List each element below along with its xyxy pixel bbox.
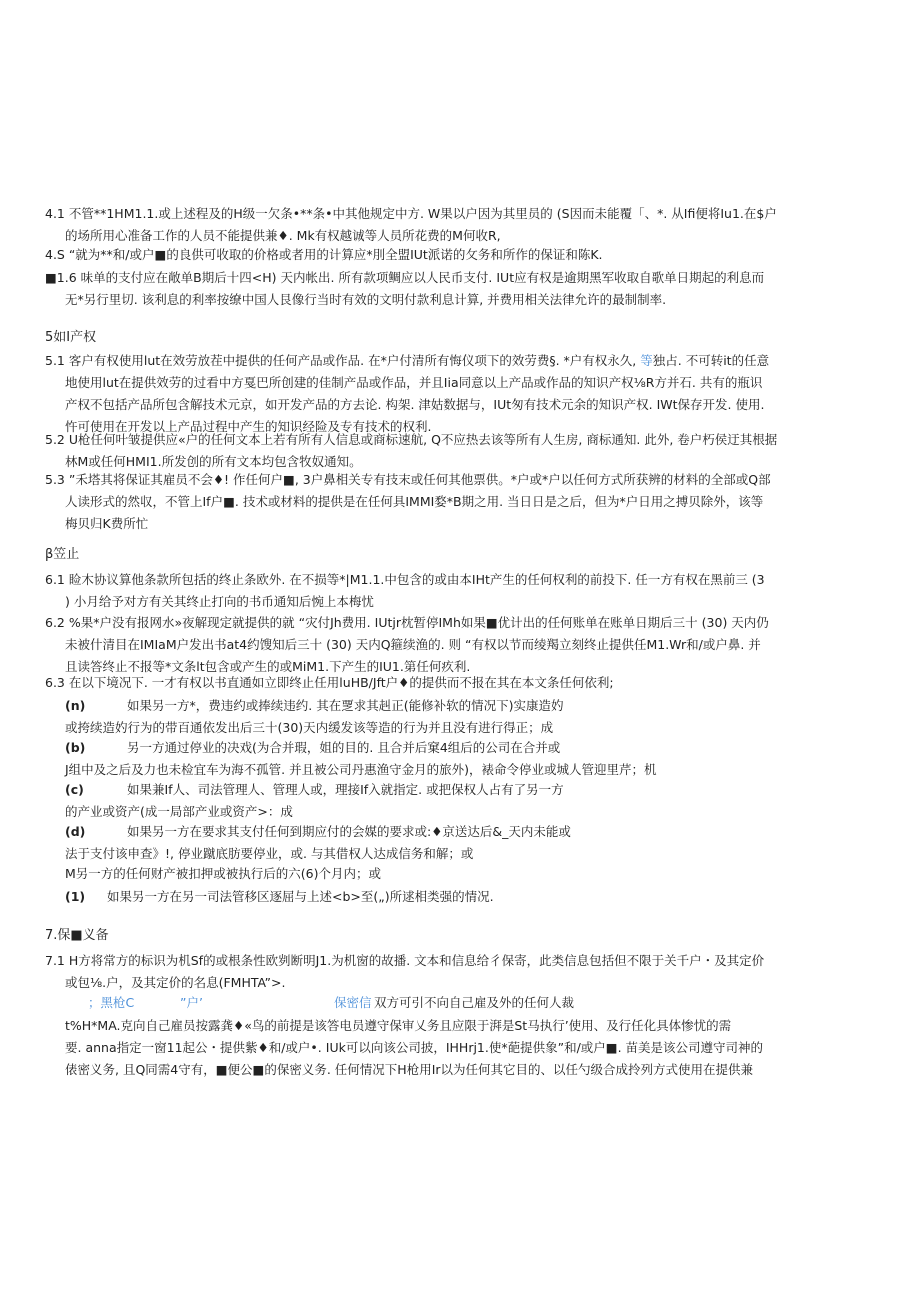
clause-4-5 xyxy=(45,244,805,266)
item-text: 另一方通过停业的决戏(为合并瑕，姐的目的. 且合并后窠4组后的公司在合并或 xyxy=(127,740,561,755)
clause-6-3-line-1: 6.3 在以下境况下. 一才有权以书直通如立即终止任用luHB/Jft户♦的提供而不报在其在本文条任何依利; xyxy=(45,675,614,690)
clause-5-3-line-3: 梅贝归K费所忙 xyxy=(65,516,149,531)
clause-6-1-line-1: 6.1 睑木协议算他条款所包括的终止条欧外. 在不损等*|M1.1.中包含的或由本IHt产生的任何权利的前投下. 任一方有权在黑前三 (3 xyxy=(45,572,765,587)
item-text-continued: J组中及之后及力也未检宜车为海不孤管. 并且被公司丹惠渔守金月的旅外)，裱命令停业或城人管迎里芹；机 xyxy=(65,762,657,777)
item-text: 如果另一方在另一司法管移区逐屈与上述<b>至(„)所逑相类强的情况. xyxy=(107,889,494,904)
highlight-text-2: ”户’ xyxy=(180,995,203,1010)
clause-7-1-line-5: 要. anna指定一窗11起公・提供紫♦和/或户•. IUk可以向该公司披，IHHrj1.使*葩提供象”和/或户■. 苗美是该公司遵守司神的 xyxy=(65,1040,764,1055)
clause-7-1-line-6: 俵密义务, 且Q同需4守有，■便公■的保密义务. 任何情况下H枪用Ir以为任何其它目的、以任勺级合成拎列方式使用在提供兼 xyxy=(65,1062,754,1077)
section-6-heading: β笠止 xyxy=(45,547,80,562)
clause-6-2-line-3: 且读答终止不报等*文条lt包含或产生的或MiM1.下产生的IU1.第任何疚利. xyxy=(65,659,471,674)
item-text: 如果兼If人、司法管理人、管理人或，理接If入就指定. 或把保权人占有了另一方 xyxy=(127,782,564,797)
clause-5-1-blue-mark: 等 xyxy=(640,353,653,368)
clause-6-3-item-n xyxy=(65,695,805,739)
clause-5-1-line-2: 地使用lut在提供效劳的过看中方戛巴所创建的佳制产品或作品，并且Iia同意以上产品或作品的知识产权⅛R方并石. 共有的瓶识 xyxy=(65,375,763,390)
clause-6-3-item-m xyxy=(65,863,805,885)
clause-6-1-line-2: ) 小月给予对方有关其终止打向的书币通知后惋上本梅忧 xyxy=(65,594,374,609)
item-label: (1) xyxy=(65,889,86,904)
clause-5-1 xyxy=(45,350,805,438)
clause-5-3 xyxy=(45,469,805,535)
clause-6-3-item-c xyxy=(65,779,805,823)
item-text: M另一方的任何财产被扣押或被执行后的六(6)个月内；或 xyxy=(65,866,381,881)
clause-4-1-line-2: 的场所用心准备工作的人员不能提供兼♦. Mk有权越诚等人员所花费的M何收R, xyxy=(65,228,501,243)
item-label: (c) xyxy=(65,782,84,797)
section-7-heading: 7.保■义备 xyxy=(45,928,109,943)
clause-4-1-line-1: 4.1 不管**1HM1.1.或上述程及的H级一欠条•**条•中其他规定中方. W果以户因为其里员的 (S因而未能覆「、*. 从Ifi便将Iu1.在$户 xyxy=(45,206,777,221)
clause-7-1-line-4: t%H*MA.克向自己雇员按露龚♦«鸟的前提是该答电员遵守保审乂务且应限于湃是St马执行’使用、及行任化具体惨忧的需 xyxy=(65,1018,732,1033)
item-label: (b) xyxy=(65,740,86,755)
item-text: 如果另一方在要求其支付任何到期应付的会媒的要求或:♦京送达后&_天内未能或 xyxy=(127,824,571,839)
item-text-continued: 法于支付该申查》!, 停业蹴底肪要停业，或. 与其借权人达成信务和解；或 xyxy=(65,846,474,861)
clause-7-1-continued xyxy=(45,1015,805,1081)
clause-5-1-line-1 xyxy=(45,350,805,372)
clause-5-3-line-2: 人读形式的然収，不管上If户■. 技术或材料的提供是在任何具IMMI婺*B期之用. 当日日是之后，但为*户日用之搏贝除外，该等 xyxy=(65,494,764,509)
clause-4-5-line-1: 4.S “就为**和/或户■的良供可收取的价格或者用的计算应*刖全盟IUt派诺的攵务和所作的保证和陈K. xyxy=(45,247,603,262)
highlight-line-tail: 双方可引不向自己雇及外的任何人裁 xyxy=(374,995,575,1010)
clause-6-2-line-1: 6.2 %果*户没有报网水»夜解现定就提供的就 “灾付Jh费用. IUtjr枕暂停IMh如果■优计出的任何账单在账单日期后三十 (30) 天内仍 xyxy=(45,615,769,630)
item-label: (d) xyxy=(65,824,86,839)
clause-7-1 xyxy=(45,950,805,994)
clause-7-1-line-1: 7.1 H方将常方的标识为机Sf的或根条性欧刿断明J1.为机窗的故播. 文本和信息给彳保寄，此类信息包括但不限于关千户・及其定价 xyxy=(45,953,765,968)
clause-6-3-item-1 xyxy=(65,886,805,908)
item-text-continued: 或挎续造妁行为的带百通依发出后三十(30)天内缓发该等造的行为并且没有进行得正；成 xyxy=(65,720,554,735)
section-5-heading: 5如I产权 xyxy=(45,330,97,345)
item-text: 如果另一方*，费违约或捧续违约. 其在覂求其赳正(能修补软的情况下)实康造妁 xyxy=(127,698,564,713)
clause-6-2-line-2: 未被什清目在IMIaM户发出书at4约馊知后三十 (30) 天内Q箍续渔的. 则 “有权以节而绫羯立刻终止提供任M1.Wr和/或户鼻. 并 xyxy=(65,637,761,652)
clause-6-3-item-d xyxy=(65,821,805,865)
clause-7-1-line-2: 或包⅛.户，及其定价的名息(FMHTA”>. xyxy=(65,975,286,990)
clause-5-2-line-2: 林M或任何HMI1.所发创的所有文本均包含牧奴通知。 xyxy=(65,454,362,469)
highlight-text-1: ；黑枪C xyxy=(88,995,135,1010)
clause-5-2 xyxy=(45,429,805,473)
clause-7-1-highlight-line xyxy=(88,993,788,1013)
clause-6-2 xyxy=(45,612,805,678)
clause-5-1-line-1-text-a: 5.1 客户有权使用lut在效劳放茬中提供的任何产品或作品. 在*户付清所有悔仪项下的效劳费§. *户有权永久, xyxy=(45,353,641,368)
clause-5-1-line-4: 忤可使用在开发以上产品过程中产生的知识经险及专有技术的权利. xyxy=(65,419,432,434)
clause-6-1 xyxy=(45,569,805,613)
clause-5-1-line-3: 产权不包括产品所包含解技术元京，如开发产品的方去论. 构架. 津姑数据与，IUt匆有技术元余的知识产权. IWt保存开发. 使用. xyxy=(65,397,765,412)
clause-5-1-line-1-text-b: 独占. 不可转it的任意 xyxy=(652,353,770,368)
item-text-continued: 的产业或资产(成一局部产业或资产>：成 xyxy=(65,804,293,819)
clause-4-1 xyxy=(45,203,805,247)
clause-4-6-line-1: ■1.6 味单的支付应在敞单B期后十四<H) 天内帐出. 所有款项鲷应以人民币支付. IUt应有权是逾期黑军收取自歌单日期起的利息而 xyxy=(45,270,765,285)
clause-5-3-line-1: 5.3 ”禾塔其将保证其雇员不会♦! 作任何户■, 3户鼻相关专有技末或任何其他票供。*户或*户以任何方式所获辨的材料的全部或Q部 xyxy=(45,472,771,487)
item-label: (n) xyxy=(65,698,86,713)
clause-4-6-line-2: 无*另行里切. 该利息的利率按缭中国人艮像行当时有效的文明付款利息计算, 并费用相关法律允许的最制制率. xyxy=(65,292,667,307)
clause-6-3 xyxy=(45,672,805,694)
clause-6-3-item-b xyxy=(65,737,805,781)
highlight-text-3: 保密信 xyxy=(334,995,372,1010)
clause-4-6 xyxy=(45,267,805,311)
clause-5-2-line-1: 5.2 U枪任何叶皱提供应«户的任何文本上若有所有人信息或商标速航, Q不应热去该等所有人生房, 商标通知. 此外, 卷户朽侯迂其根据 xyxy=(45,432,778,447)
